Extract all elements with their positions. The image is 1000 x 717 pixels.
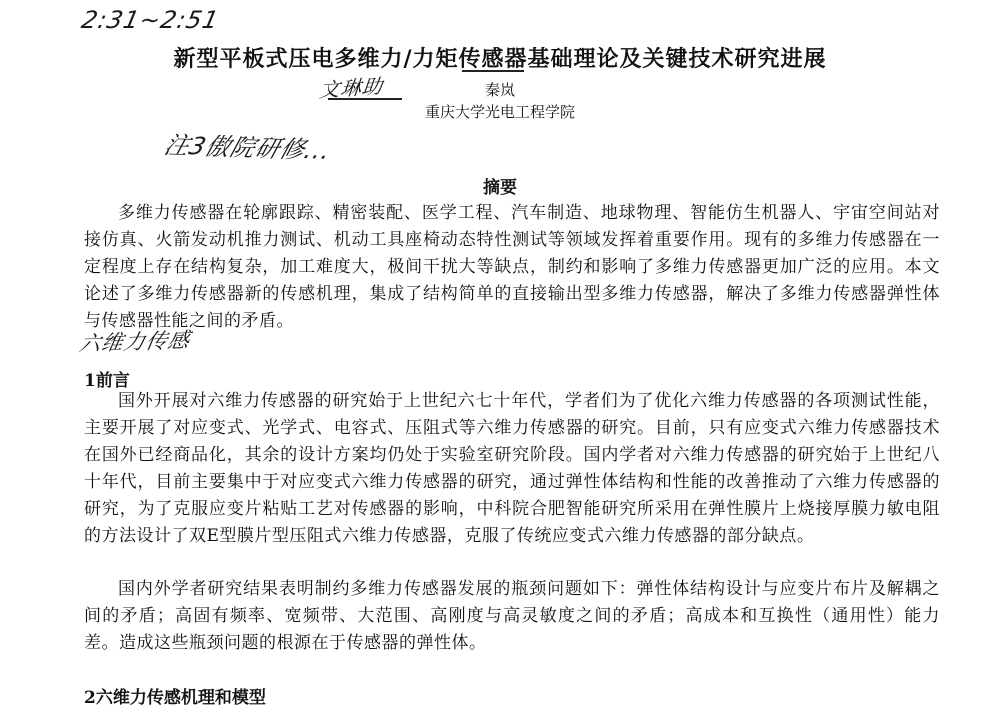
paper-title: 新型平板式压电多维力/力矩传感器基础理论及关键技术研究进展 [173, 46, 827, 72]
section-1-heading: 1前言 [84, 371, 130, 391]
section-1-paragraph-1: 国外开展对六维力传感器的研究始于上世纪六七十年代，学者们为了优化六维力传感器的各项测试性能，主要开展了对应变式、光学式、电容式、压阻式等六维力传感器的研究。目前，只有应变式六维力传感器技术在国外已经商品化，其余的设计方案均仍处于实验室研究阶段。国内学者对六维力传感器的研究始于上世纪八十年代，目前主要集中于对应变式六维力传感器的研究，通过弹性体结构和性能的改善推动了六维力传感器的研究，为了克服应变片粘贴工艺对传感器的影响，中科院合肥智能研究所采用在弹性膜片上烧接厚膜力敏电阻的方法设计了双E型膜片型压阻式六维力传感器，克服了传统应变式六维力传感器的部分缺点。 [84, 391, 940, 546]
handwritten-name-note: 文琳助 [318, 73, 385, 103]
paper-affiliation: 重庆大学光电工程学院 [424, 103, 575, 121]
section-1-paragraph-2: 国内外学者研究结果表明制约多维力传感器发展的瓶颈问题如下：弹性体结构设计与应变片布片及解耦之间的矛盾；高固有频率、宽频带、大范围、高刚度与高灵敏度之间的矛盾；高成本和互换性（通用性）能力差。造成这些瓶颈问题的根源在于传感器的弹性体。 [84, 579, 940, 653]
pen-underline-mark [462, 70, 524, 72]
handwritten-margin-note: 注3傲院研修... [161, 131, 335, 165]
handwritten-time-note: 2:31~2:51 [79, 6, 222, 34]
paper-author: 秦岚 [484, 81, 515, 99]
section-2-heading: 2六维力传感机理和模型 [84, 688, 266, 708]
abstract-heading: 摘要 [483, 178, 517, 198]
abstract-body: 多维力传感器在轮廓跟踪、精密装配、医学工程、汽车制造、地球物理、智能仿生机器人、宇宙空间站对接仿真、火箭发动机推力测试、机动工具座椅动态特性测试等领域发挥着重要作用。现有的多维力传感器在一定程度上存在结构复杂，加工难度大，极间干扰大等缺点，制约和影响了多维力传感器更加广泛的应用。本文论述了多维力传感器新的传感机理，集成了结构简单的直接输出型多维力传感器，解决了多维力传感器弹性体与传感器性能之间的矛盾。 [84, 203, 940, 331]
handwritten-abstract-note: 六维力传感 [77, 328, 193, 356]
